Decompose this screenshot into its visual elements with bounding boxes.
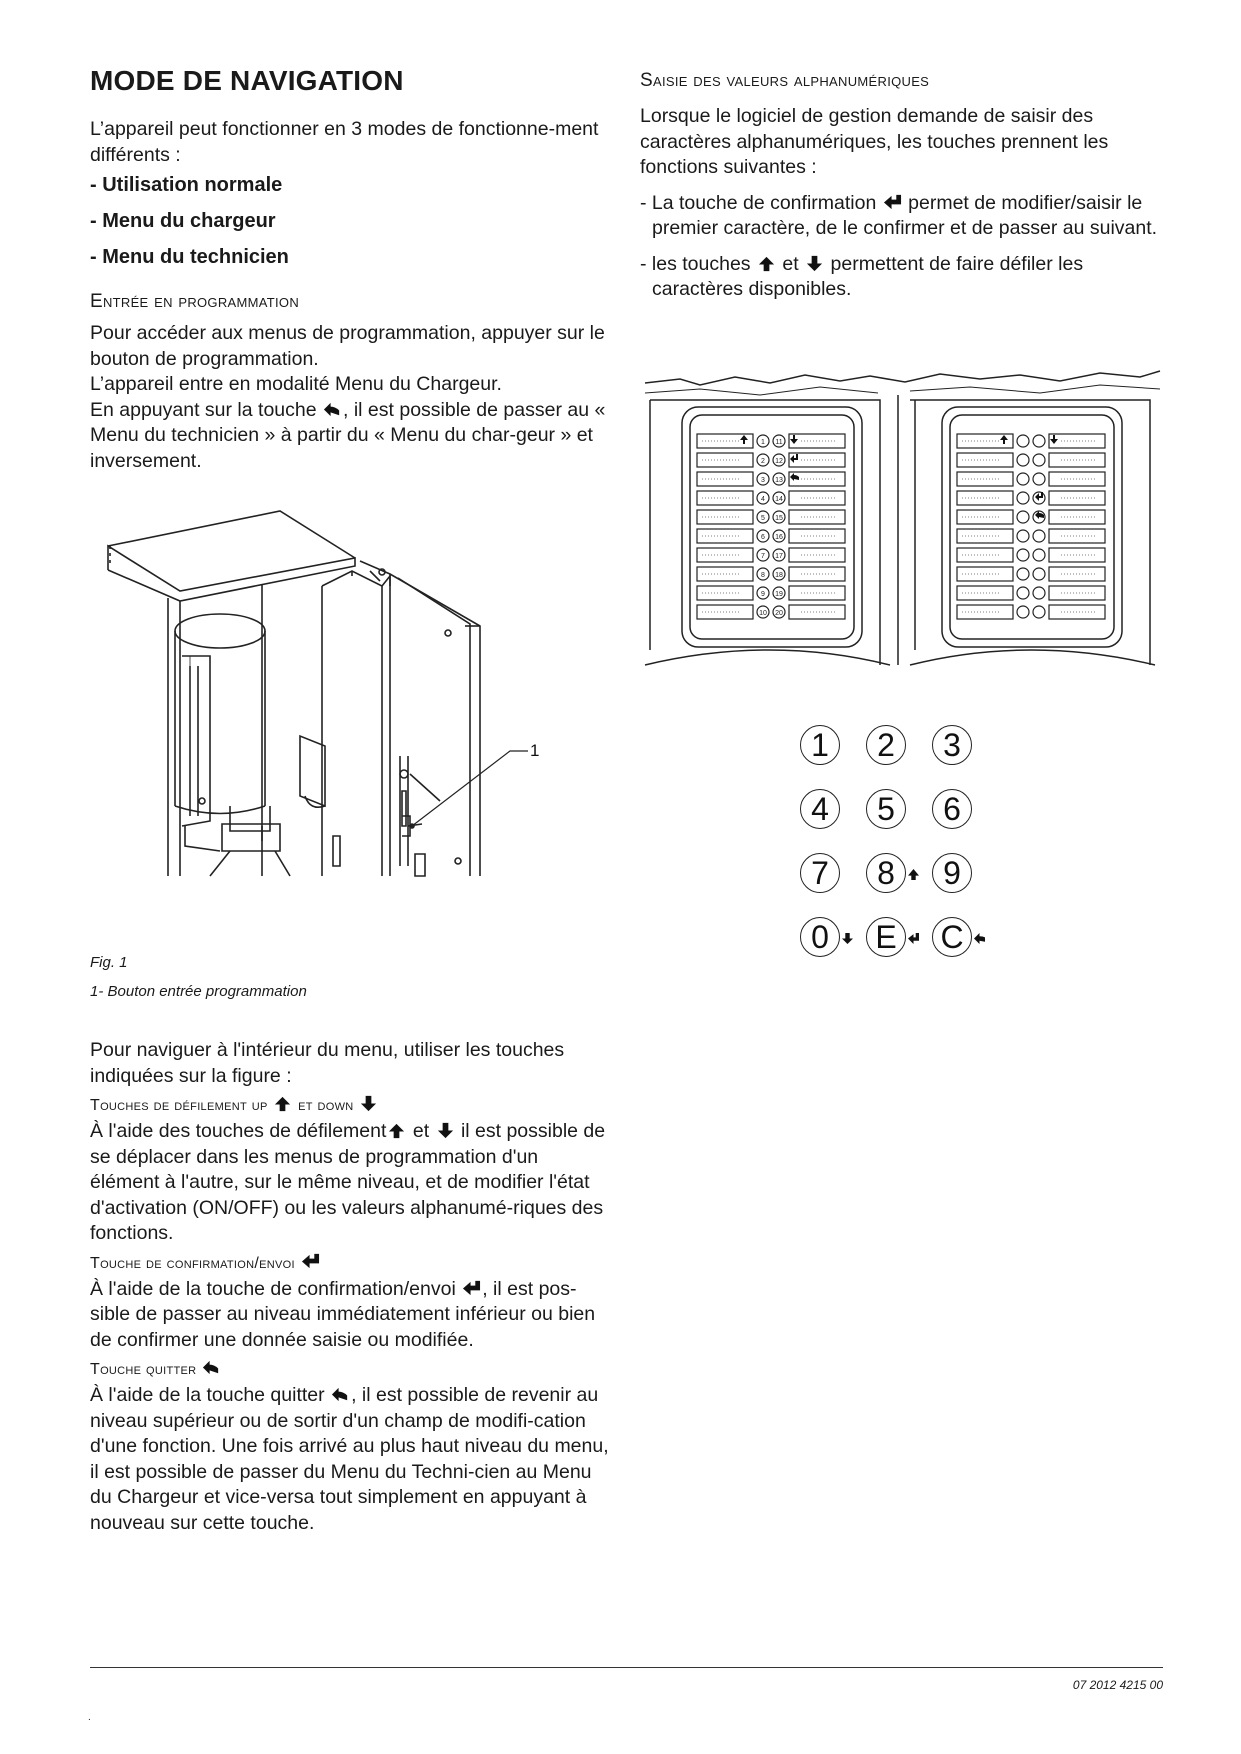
confirm-text-a: À l'aide de la touche de confirmation/envoi [90, 1277, 456, 1300]
up-arrow-icon [273, 1095, 292, 1112]
heading-quit-label: Touche quitter [90, 1361, 197, 1378]
control-panels-drawing [640, 365, 1165, 685]
down-arrow-icon [359, 1095, 378, 1112]
keypad-key-9: 9 [932, 853, 972, 893]
panel-row [957, 548, 1105, 562]
keypad-key-7: 7 [800, 853, 840, 893]
panel-button [1033, 454, 1045, 466]
page-title: MODE DE NAVIGATION [90, 65, 404, 96]
panel-button-number: 17 [775, 553, 783, 560]
saisie-item-1 [640, 191, 1160, 242]
panel-arrow-icon [790, 473, 799, 481]
enter-arrow-icon [301, 1253, 320, 1270]
panel-row [957, 529, 1105, 543]
up-arrow-icon [757, 255, 776, 272]
panel-button [1017, 454, 1029, 466]
quit-text-a: À l'aide de la touche quitter [90, 1384, 325, 1406]
panel-row [957, 453, 1105, 467]
quit-text [90, 1383, 610, 1536]
panel-button [1017, 511, 1029, 523]
left-panel-buttons [697, 434, 845, 619]
keypad-key-0: 0 [800, 917, 840, 957]
entree-text-3a: En appuyant sur la touche [90, 398, 317, 421]
keypad-key-3: 3 [932, 725, 972, 765]
mode-item-1: - Utilisation normale [90, 174, 283, 196]
footer-dot: . [88, 1712, 91, 1723]
right-column [640, 60, 1160, 303]
panel-button-number: 18 [775, 572, 783, 579]
keypad-key-C: C [932, 917, 972, 957]
heading-updown [90, 1095, 610, 1115]
nav-intro: Pour naviguer à l'intérieur du menu, utiliser les touches indiquées sur la figure : [90, 1039, 565, 1087]
panel-button [1033, 606, 1045, 618]
heading-updown-a: Touches de défilement up [90, 1097, 268, 1114]
keypad-key-6: 6 [932, 789, 972, 829]
quit-arrow-icon [202, 1359, 221, 1376]
figure-callout-1: 1 [530, 741, 540, 760]
mode-list [90, 174, 610, 269]
updown-text-a: À l'aide des touches de défilement [90, 1120, 387, 1142]
right-panel-buttons [957, 434, 1105, 619]
saisie-item-2a: - les touches [640, 252, 751, 275]
up-arrow-icon [908, 869, 919, 880]
panel-row [697, 567, 845, 581]
figure-label: Fig. 1 [90, 954, 128, 971]
panel-button-number: 16 [775, 534, 783, 541]
panel-button [1017, 606, 1029, 618]
entree-text-3b: , il est possible de passer au « Menu du technicien » à partir du « Menu du char-geur » et inversement. [90, 398, 606, 472]
panel-button-number: 4 [761, 496, 765, 503]
panel-row [957, 605, 1105, 619]
entree-text-1: Pour accéder aux menus de programmation, appuyer sur le bouton de programmation. [90, 322, 605, 370]
intro-text: L’appareil peut fonctionner en 3 modes de fonctionne-ment différents : [90, 118, 599, 166]
mode-item-3: - Menu du technicien [90, 246, 289, 268]
confirm-text [90, 1277, 610, 1354]
panel-row [697, 586, 845, 600]
panel-button [1033, 530, 1045, 542]
down-arrow-icon [842, 933, 853, 944]
entree-text-3 [90, 398, 610, 475]
up-arrow-icon [387, 1122, 406, 1139]
panel-row [697, 453, 845, 467]
keypad-key-E: E [866, 917, 906, 957]
keypad-key-4: 4 [800, 789, 840, 829]
heading-confirm-label: Touche de confirmation/envoi [90, 1254, 295, 1272]
panel-row [697, 605, 845, 619]
down-arrow-icon [436, 1122, 455, 1139]
panel-button [1017, 473, 1029, 485]
heading-entree-programmation: Entrée en programmation [90, 291, 300, 312]
panel-button [1017, 530, 1029, 542]
saisie-intro: Lorsque le logiciel de gestion demande de saisir des caractères alphanumériques, les touches prennent les fonctions suivantes : [640, 105, 1109, 178]
panel-button-number: 2 [761, 458, 765, 465]
entree-text-2: L’appareil entre en modalité Menu du Chargeur. [90, 373, 502, 395]
keypad-key-5: 5 [866, 789, 906, 829]
panel-row [697, 472, 845, 486]
enter-arrow-icon [462, 1280, 481, 1297]
panel-button-number: 12 [775, 458, 783, 465]
panel-button [1017, 492, 1029, 504]
panel-button-number: 13 [775, 477, 783, 484]
enter-arrow-icon [883, 194, 902, 211]
panel-row [957, 510, 1105, 524]
panel-row [957, 567, 1105, 581]
quit-text-b: , il est possible de revenir au niveau supérieur ou de sortir d'un champ de modifi-cation d'une fonction. Une fois arrivé au plus haut niveau du menu, il est possible de passer du Menu du Techni-cien au Menu du Chargeur et vice-versa tout simplement en appuyant à nouveau sur cette touche. [90, 1384, 609, 1534]
saisie-item-2b: et [782, 252, 799, 275]
down-arrow-icon [805, 255, 824, 272]
panel-button [1017, 568, 1029, 580]
panel-button-number: 9 [761, 591, 765, 598]
enter-arrow-icon [908, 933, 919, 944]
document-code: 07 2012 4215 00 [1072, 1678, 1163, 1692]
panel-button-number: 7 [761, 553, 765, 560]
panel-button [1017, 435, 1029, 447]
keypad [800, 725, 1030, 975]
panel-row [697, 510, 845, 524]
panel-button [1017, 549, 1029, 561]
panel-row [957, 586, 1105, 600]
panel-button [1033, 568, 1045, 580]
figure-caption: 1- Bouton entrée programmation [90, 983, 307, 1000]
panel-button-number: 3 [761, 477, 765, 484]
panel-arrow-icon [1050, 435, 1058, 444]
panel-button-number: 6 [761, 534, 765, 541]
panel-arrow-icon [740, 435, 748, 444]
quit-arrow-icon [331, 1386, 350, 1403]
panel-row [697, 434, 845, 448]
panel-button-number: 10 [759, 610, 767, 617]
vending-machine-drawing [90, 506, 610, 946]
heading-saisie: Saisie des valeurs alphanumériques [640, 70, 930, 91]
panel-button-number: 5 [761, 515, 765, 522]
quit-arrow-icon [323, 401, 342, 418]
saisie-item-2c: permettent de faire défiler les caractères disponibles. [652, 252, 1084, 300]
panel-row [957, 491, 1105, 505]
panel-button [1033, 435, 1045, 447]
saisie-item-2 [640, 252, 1160, 303]
left-column [90, 60, 610, 1536]
saisie-item-1a: - La touche de confirmation [640, 191, 877, 214]
heading-quit [90, 1359, 610, 1379]
panel-row [697, 491, 845, 505]
footer-rule [90, 1667, 1163, 1668]
panel-arrow-icon [790, 454, 798, 463]
heading-updown-b: et down [298, 1097, 354, 1114]
heading-confirm [90, 1253, 610, 1273]
panel-button-number: 1 [761, 439, 765, 446]
panel-button-number: 11 [775, 439, 783, 446]
panel-row [957, 434, 1105, 448]
panel-row [957, 472, 1105, 486]
confirm-text-b: , il est pos-sible de passer au niveau immédiatement inférieur ou bien de confirmer une donnée saisie ou modifiée. [90, 1277, 596, 1351]
panel-arrow-icon [1000, 435, 1008, 444]
panel-button [1033, 587, 1045, 599]
panel-button [1033, 473, 1045, 485]
updown-text-b: et [412, 1120, 430, 1142]
quit-arrow-icon [974, 933, 985, 944]
panel-button-number: 14 [775, 496, 783, 503]
figure-1 [90, 506, 610, 946]
mode-item-2: - Menu du chargeur [90, 210, 276, 232]
updown-text [90, 1119, 610, 1247]
panel-button [1017, 587, 1029, 599]
panel-button-number: 15 [775, 515, 783, 522]
keypad-key-8: 8 [866, 853, 906, 893]
panel-row [697, 529, 845, 543]
saisie-item-1b: permet de modifier/saisir le premier caractère, de le confirmer et de passer au suivant. [652, 191, 1158, 239]
panel-button-number: 19 [775, 591, 783, 598]
panel-button [1033, 549, 1045, 561]
keypad-key-2: 2 [866, 725, 906, 765]
keypad-key-1: 1 [800, 725, 840, 765]
panel-arrow-icon [790, 435, 798, 444]
panel-button-number: 20 [775, 610, 783, 617]
panel-row [697, 548, 845, 562]
updown-text-c: il est possible de se déplacer dans les menus de programmation d'un élément à l'autre, sur le même niveau, et de modifier l'état d'activation (ON/OFF) ou les valeurs alphanumé-riques des fonctions. [90, 1120, 606, 1244]
panel-button-number: 8 [761, 572, 765, 579]
